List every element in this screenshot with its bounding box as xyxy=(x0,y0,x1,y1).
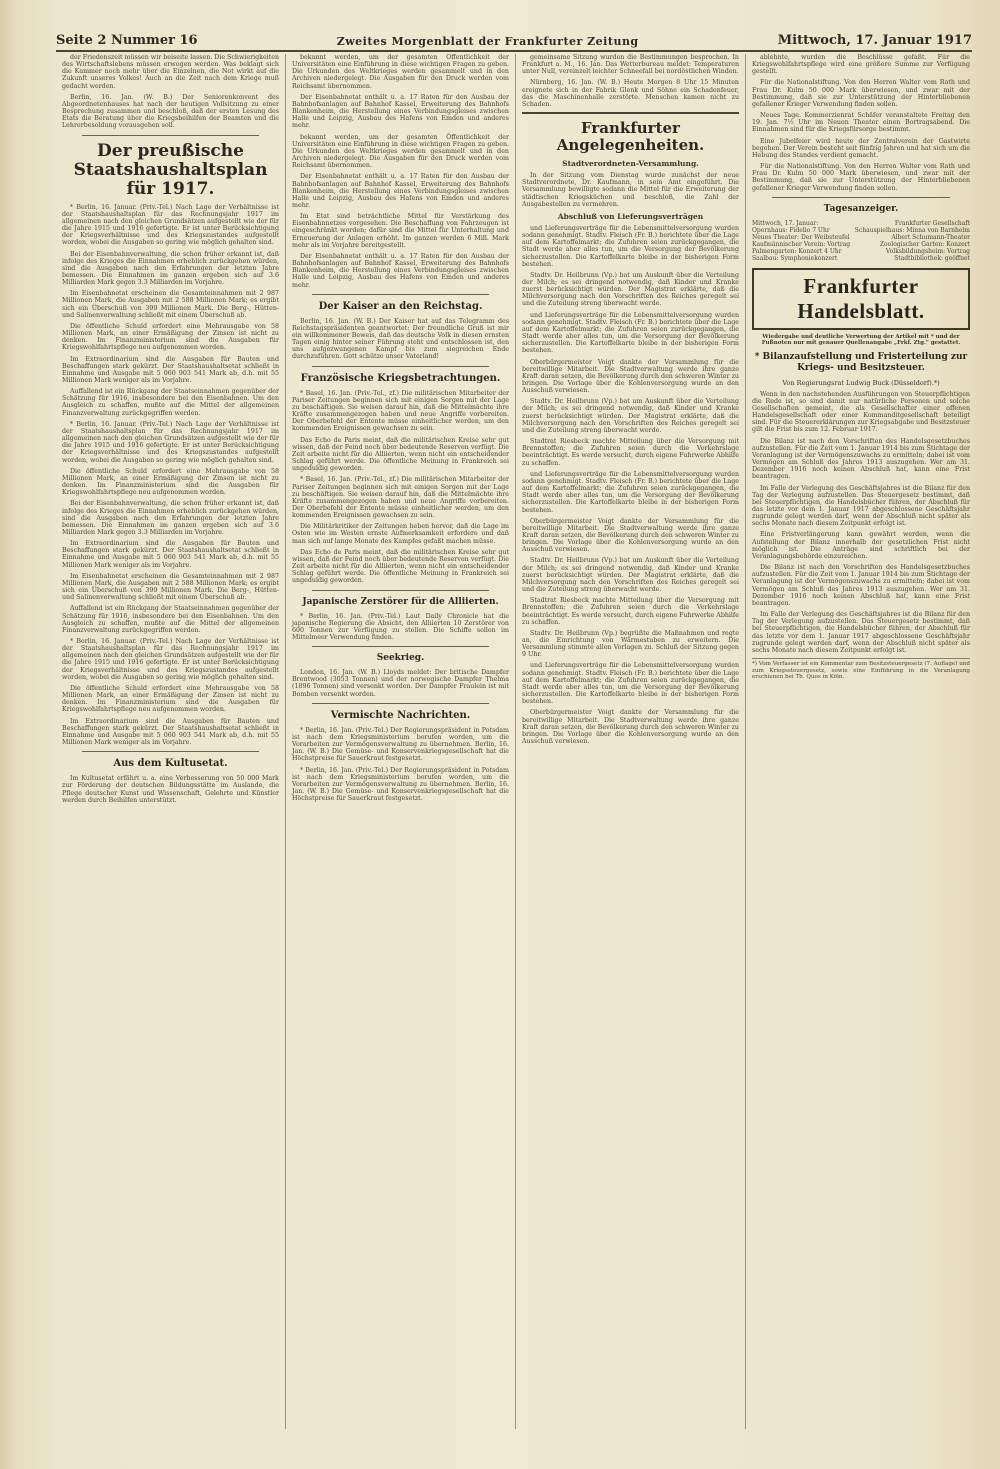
headline-staatshaushaltsplan: Der preußische Staatshaushaltsplan für 1917. xyxy=(73,140,268,199)
headline-tagesanzeiger: Tagesanzeiger. xyxy=(823,203,899,214)
ad-entry: Zoologischer Garten: Konzert xyxy=(879,240,970,248)
col2-paragraph: Berlin, 16. Jan. (W. B.) Der Kaiser hat auf das Telegramm des Reichstagspräsidenten geantwortet: Der freundliche Gruß ist mir ein willkommener Beweis, daß das deutsche Volk in diesen ernsten Tagen einig hinter seiner Führung steht und entschlossen ist, den uns aufgezwungenen Kampf bis zum siegreichen Ende durchzuführen. Gott schütze unser Vaterland! xyxy=(292,317,509,361)
divider xyxy=(772,197,950,198)
col2-paragraph: bekannt werden, um der gesamten Öffentlichkeit der Universitäten eine Einführung in diese wichtigen Fragen zu geben. Die Urkunden des Weltkrieges werden gesammelt und in den Archiven niedergelegt. Die Ausgaben für den Druck werden vom Reichsamt übernommen. xyxy=(292,133,509,170)
col1-paragraph: Die öffentliche Schuld erfordert eine Mehrausgabe von 58 Millionen Mark, an einer Ermäßigung der Zinsen ist nicht zu denken. Im Finanzministerium sind die Ausgaben für Kriegswohlfahrtspflege neu aufgenommen worden. xyxy=(62,467,279,497)
handelsblatt-masthead xyxy=(752,268,970,330)
divider xyxy=(82,751,259,752)
col2-paragraph: * Berlin, 16. Jan. (Priv.-Tel.) Der Regierungspräsident in Potsdam ist nach dem Kriegsministerium berufen worden, um die Vorarbeiten zur Vermögensverwaltung zu übernehmen. Berlin, 16. Jan. (W. B.) Die Gemüse- und Konservenkriegsgesellschaft hat die Höchstpreise für Sauerkraut festgesetzt. xyxy=(292,726,509,763)
ad-entry: Stadtbibliothek: geöffnet xyxy=(894,254,970,262)
col2-paragraph: Der Eisenbahnetat enthält u. a. 17 Raten für den Ausbau der Bahnhofsanlagen auf Bahnhof Kassel, Erweiterung des Bahnhofs Blankenheim, die Herstellung eines Verbindungsgleises zwischen Halle und Leipzig, Ausbau des Hafens von Emden und anderes mehr. xyxy=(292,173,509,209)
ad-entry: Volksbildungsheim: Vortrag xyxy=(885,247,970,255)
ad-entry: Mittwoch, 17. Januar: xyxy=(752,219,819,227)
divider xyxy=(312,646,489,647)
col1-paragraph: Im Extraordinarium sind die Ausgaben für Bauten und Beschaffungen stark gekürzt. Der Staatshaushaltsetat schließt in Einnahme und Ausgabe mit 5 060 903 541 Mark ab, d.h. mit 55 Millionen Mark weniger als im Vorjahre. xyxy=(62,540,279,569)
col3-paragraph: Nürnberg, 16. Jan. (W. B.) Heute Morgen 8 Uhr 15 Minuten ereignete sich in der Fabrik Glenk und Söhne ein Schadenfeuer, das die Maschinenhalle zerstörte. Menschen kamen nicht zu Schaden. xyxy=(522,79,739,108)
ad-entry: Schauspielhaus: Minna von Barnhelm xyxy=(854,226,970,234)
col2-paragraph: * Basel, 16. Jan. (Priv.-Tel., zf.) Die militärischen Mitarbeiter der Pariser Zeitungen beginnen sich mit einigen Sorgen mit der Lage zu beschäftigen. Sie weisen darauf hin, daß die Mittelmächte ihre Kräfte zusammengezogen haben und neue Angriffe vorbereiten. Der Oberbefehl der Entente müsse einheitlicher werden, um den kommenden Ereignissen gewachsen zu sein. xyxy=(292,476,509,520)
col2-paragraph: Die Militärkritiker der Zeitungen heben hervor, daß die Lage im Osten wie im Westen ernste Aufmerksamkeit erfordere und daß man sich auf lange Monate des Kampfes gefaßt machen müsse. xyxy=(292,523,509,545)
ad-row xyxy=(752,227,970,234)
col1-paragraph: * Berlin, 16. Januar. (Priv.-Tel.) Nach Lage der Verhältnisse ist der Staatshaushaltsplan für das Rechnungsjahr 1917 im allgemeinen nach den gleichen Grundsätzen aufgestellt wie der für die Jahre 1915 und 1916 gefertigte. Er ist unter Berücksichtigung der Kriegsverhältnisse und des Kriegszustandes aufgestellt worden, wobei die Ausgaben so gering wie möglich gehalten sind. xyxy=(62,203,279,247)
ad-row xyxy=(752,234,970,241)
column-3 xyxy=(516,54,746,1429)
headline-kaiser-reichstag: Der Kaiser an den Reichstag. xyxy=(318,300,483,312)
col1-paragraph: Die öffentliche Schuld erfordert eine Mehrausgabe von 58 Millionen Mark, an einer Ermäßigung der Zinsen ist nicht zu denken. Im Finanzministerium sind die Ausgaben für Kriegswohlfahrtspflege neu aufgenommen worden. xyxy=(62,684,279,714)
col3-paragraph: Stadtrat Riesbeck machte Mitteilung über die Versorgung mit Brennstoffen; die Zufuhren seien durch die Verkehrslage beeinträchtigt. Es werde versucht, durch eigene Fuhrwerke Abhilfe zu schaffen. xyxy=(522,597,739,626)
headline-bilanzaufstellung: * Bilanzaufstellung und Fristerteilung zur Kriegs- und Besitzsteuer. xyxy=(754,351,968,373)
col2-paragraph: Der Eisenbahnetat enthält u. a. 17 Raten für den Ausbau der Bahnhofsanlagen auf Bahnhof Kassel, Erweiterung des Bahnhofs Blankenheim, die Herstellung eines Verbindungsgleises zwischen Halle und Leipzig, Ausbau des Hafens von Emden und anderes mehr. xyxy=(292,93,509,130)
col4-paragraph: Im Falle der Verlegung des Geschäftsjahres ist die Bilanz für den Tag der Verlegung aufzustellen. Das Steuergesetz bestimmt, daß bei Steuerpflichtigen, die Handelsbücher führen, der Abschluß für das letzte vor dem 1. Januar 1917 abgeschlossene Geschäftsjahr zugrunde gelegt werden darf, wenn der Abschluß nicht später als sechs Monate nach diesem Zeitpunkt erfolgt ist. xyxy=(752,484,970,528)
column-4 xyxy=(746,54,976,1429)
col1-paragraph: Im Extraordinarium sind die Ausgaben für Bauten und Beschaffungen stark gekürzt. Der Staatshaushaltsetat schließt in Einnahme und Ausgabe mit 5 060 903 541 Mark ab, d.h. mit 55 Millionen Mark weniger als im Vorjahre. xyxy=(62,717,279,747)
section-frankfurter-angelegenheiten: Frankfurter Angelegenheiten. xyxy=(556,119,705,155)
headline-vermischte-nachrichten: Vermischte Nachrichten. xyxy=(330,709,471,721)
col1-paragraph: Im Kultusetat erfährt u. a. eine Verbesserung von 50 000 Mark zur Förderung der deutschen Bildungsstätte im Auslande, die Pflege deutscher Kunst und Wissenschaft, Gelehrte und Künstler werden durch Beihilfen unterstützt. xyxy=(62,775,279,804)
ad-row xyxy=(752,248,970,255)
column-1 xyxy=(56,54,286,1429)
col2-paragraph: * Basel, 16. Jan. (Priv.-Tel., zf.) Die militärischen Mitarbeiter der Pariser Zeitungen beginnen sich mit einigen Sorgen mit der Lage zu beschäftigen. Sie weisen darauf hin, daß die Mittelmächte ihre Kräfte zusammengezogen haben und neue Angriffe vorbereiten. Der Oberbefehl der Entente müsse einheitlicher werden, um den kommenden Ereignissen gewachsen zu sein. xyxy=(292,389,509,433)
page-spine-shadow xyxy=(0,0,18,1469)
tagesanzeiger-listing xyxy=(752,220,970,262)
headline-kultusetat: Aus dem Kultusetat. xyxy=(113,758,228,770)
handelsblatt-title: Frankfurter Handelsblatt. xyxy=(797,273,925,323)
ad-entry: Saalbau: Symphoniekonzert xyxy=(752,254,838,262)
col2-paragraph: * Berlin, 16. Jan. (Priv.-Tel.) Laut Daily Chronicle hat die japanische Regierung die Absicht, den Alliierten 10 Zerstörer von 600 Tonnen zur Verfügung zu stellen. Die Schiffe sollen im Mittelmeer Verwendung finden. xyxy=(292,612,509,641)
ad-row xyxy=(752,255,970,262)
footnote: *) Vom Verfasser ist ein Kommentar zum Besitzsteuergesetz (7. Auflage) und zum Kriegssteuergesetz, sowie eine Einführung in die Veranlagung erschienen bei Th. Quos in Köln. xyxy=(752,658,970,681)
divider xyxy=(312,294,489,295)
col3-paragraph: Stadtrat Riesbeck machte Mitteilung über die Versorgung mit Brennstoffen; die Zufuhren seien durch die Verkehrslage beeinträchtigt. Es werde versucht, durch eigene Fuhrwerke Abhilfe zu schaffen. xyxy=(522,438,739,467)
col3-paragraph: Oberbürgermeister Voigt dankte der Versammlung für die bereitwillige Mitarbeit. Die Stadtverwaltung werde ihre ganze Kraft daran setzen, die Bevölkerung durch den schweren Winter zu bringen. Die Vorlage über die Kohlenversorgung wurde an den Ausschuß verwiesen. xyxy=(522,709,739,746)
ad-row xyxy=(752,241,970,248)
col4-paragraph: Im Falle der Verlegung des Geschäftsjahres ist die Bilanz für den Tag der Verlegung aufzustellen. Das Steuergesetz bestimmt, daß bei Steuerpflichtigen, die Handelsbücher führen, der Abschluß für das letzte vor dem 1. Januar 1917 abgeschlossene Geschäftsjahr zugrunde gelegt werden darf, wenn der Abschluß nicht später als sechs Monate nach diesem Zeitpunkt erfolgt ist. xyxy=(752,611,970,654)
column-2 xyxy=(286,54,516,1429)
col1-paragraph: * Berlin, 16. Januar. (Priv.-Tel.) Nach Lage der Verhältnisse ist der Staatshaushaltsplan für das Rechnungsjahr 1917 im allgemeinen nach den gleichen Grundsätzen aufgestellt wie der für die Jahre 1915 und 1916 gefertigte. Er ist unter Berücksichtigung der Kriegsverhältnisse und des Kriegszustandes aufgestellt worden, wobei die Ausgaben so gering wie möglich gehalten sind. xyxy=(62,420,279,464)
col4-paragraph: Die Bilanz ist nach den Vorschriften des Handelsgesetzbuches aufzustellen. Für die Zeit vom 1. Januar 1914 bis zum Stichtage der Veranlagung ist der Vermögenszuwachs zu ermitteln; dabei ist vom Vermögen am Schluß des Jahres 1913 auszugehen. Wer am 31. Dezember 1916 noch keinen Abschluß hat, kann eine Frist beantragen. xyxy=(752,564,970,607)
col1-paragraph: Berlin, 16. Jan. (W. B.) Der Seniorenkonvent des Abgeordnetenhauses hat nach der heutigen Vollsitzung zu einer Besprechung zusammen und beschloß, daß der ersten Lesung des Etats die Beratung über die Kriegsbeihilfen der Beamten und die Lehrerbesoldung vorausgehen soll. xyxy=(62,93,279,130)
page-header xyxy=(56,30,972,52)
col3-paragraph: In der Sitzung vom Dienstag wurde zunächst der neue Stadtverordnete, Dr. Kaufmann, in sein Amt eingeführt. Die Versammlung bewilligte sodann die Mittel für die Erweiterung der städtischen Kriegsküchen und beschloß, die Zahl der Ausgabestellen zu vermehren. xyxy=(522,172,739,208)
header-page-number: Seite 2 Nummer 16 xyxy=(56,33,198,48)
col4-paragraph: Die Bilanz ist nach den Vorschriften des Handelsgesetzbuches aufzustellen. Für die Zeit vom 1. Januar 1914 bis zum Stichtage der Veranlagung ist der Vermögenszuwachs zu ermitteln; dabei ist vom Vermögen am Schluß des Jahres 1913 auszugehen. Wer am 31. Dezember 1916 noch keinen Abschluß hat, kann eine Frist beantragen. xyxy=(752,437,970,481)
col3-paragraph: und Lieferungsverträge für die Lebensmittelversorgung wurden sodann genehmigt. Stadtv. Fleisch (Fr. B.) berichtete über die Lage auf dem Kartoffelmarkt; die Zufuhren seien zurückgegangen, die Stadt werde aber alles tun, um die Versorgung der Bevölkerung sicherzustellen. Die Kartoffelkarte bleibe in der bisherigen Form bestehen. xyxy=(522,662,739,706)
ad-entry: Kaufmännischer Verein: Vortrag xyxy=(752,240,851,248)
article-byline: Von Regierungsrat Ludwig Buck (Düsseldorf).*) xyxy=(782,378,940,387)
headline-kriegsbetrachtungen: Französische Kriegsbetrachtungen. xyxy=(300,372,501,384)
col2-paragraph: Das Echo de Paris meint, daß die militärischen Kreise sehr gut wissen, daß der Feind noch über bedeutende Reserven verfügt. Die Zeit arbeite nicht für die Alliierten, wenn nicht ein entscheidender Schlag geführt werde. Die öffentliche Meinung in Frankreich sei ungeduldig geworden. xyxy=(292,436,509,473)
col1-paragraph: Im Eisenbahnetat erscheinen die Gesamteinnahmen mit 2 987 Millionen Mark, die Ausgaben mit 2 588 Millionen Mark; es ergibt sich ein Überschuß von 399 Millionen Mark. Die Berg-, Hütten- und Salinenverwaltung schließt mit einem Überschuß ab. xyxy=(62,290,279,319)
col4-paragraph: Wenn in den nachstehenden Ausführungen von Steuerpflichtigen die Rede ist, so sind damit nur natürliche Personen und solche Gesellschaften gemeint, die als Gesellschafter einer offenen Handelsgesellschaft oder einer Kommanditgesellschaft beteiligt sind. Für die Steuererklärungen zur Kriegsabgabe und Besitzsteuer gilt die Frist bis zum 12. Februar 1917. xyxy=(752,390,970,434)
col2-paragraph: bekannt werden, um der gesamten Öffentlichkeit der Universitäten eine Einführung in diese wichtigen Fragen zu geben. Die Urkunden des Weltkrieges werden gesammelt und in den Archiven niedergelegt. Die Ausgaben für den Druck werden vom Reichsamt übernommen. xyxy=(292,54,509,90)
divider xyxy=(312,590,489,591)
col4-paragraph: Für die Nationalstiftung. Von den Herren Walter vom Rath und Frau Dr. Kulm 50 000 Mark überwiesen, und zwar mit der Bestimmung, daß sie zur Unterstützung der Hinterbliebenen gefallener Krieger Verwendung finden sollen. xyxy=(752,163,970,192)
col3-paragraph: Stadtv. Dr. Heilbrunn (Vp.) begrüßte die Maßnahmen und regte an, die Einrichtung von Wärmestuben zu erweitern. Die Versammlung stimmte allen Vorlagen zu. Schluß der Sitzung gegen 9 Uhr. xyxy=(522,629,739,659)
col3-paragraph: Stadtv. Dr. Heilbrunn (Vp.) bat um Auskunft über die Verteilung der Milch; es sei dringend notwendig, daß Kinder und Kranke zuerst berücksichtigt würden. Der Magistrat erklärte, daß die Milchversorgung nach den Vorschriften des Reiches geregelt sei und die Zuteilung streng überwacht werde. xyxy=(522,557,739,594)
col3-paragraph: Oberbürgermeister Voigt dankte der Versammlung für die bereitwillige Mitarbeit. Die Stadtverwaltung werde ihre ganze Kraft daran setzen, die Bevölkerung durch den schweren Winter zu bringen. Die Vorlage über die Kohlenversorgung wurde an den Ausschuß verwiesen. xyxy=(522,358,739,395)
col1-paragraph: Die öffentliche Schuld erfordert eine Mehrausgabe von 58 Millionen Mark, an einer Ermäßigung der Zinsen ist nicht zu denken. Im Finanzministerium sind die Ausgaben für Kriegswohlfahrtspflege neu aufgenommen worden. xyxy=(62,322,279,352)
header-edition: Zweites Morgenblatt der Frankfurter Zeitung xyxy=(336,35,639,48)
article-columns xyxy=(56,54,976,1429)
col2-paragraph: London, 16. Jan. (W. B.) Lloyds meldet: Der britische Dampfer Brentwood (3053 Tonnen) und der norwegische Dampfer Thelma (1896 Tonnen) sind versenkt worden. Der Dampfer Fraulein ist mit Bomben versenkt worden. xyxy=(292,669,509,698)
col3-paragraph: Stadtv. Dr. Heilbrunn (Vp.) bat um Auskunft über die Verteilung der Milch; es sei dringend notwendig, daß Kinder und Kranke zuerst berücksichtigt würden. Der Magistrat erklärte, daß die Milchversorgung nach den Vorschriften des Reiches geregelt sei und die Zuteilung streng überwacht werde. xyxy=(522,271,739,308)
col4-paragraph: Eine Jubelfeier wird heute der Zentralverein der Gastwirte begehen. Der Verein besteht seit fünfzig Jahren und hat sich um die Hebung des Standes verdient gemacht. xyxy=(752,137,970,159)
col1-paragraph: Bei der Eisenbahnverwaltung, die schon früher erkannt ist, daß infolge des Krieges die Einnahmen erheblich zurückgehen würden, sind die Ausgaben nach den Erfahrungen der letzten Jahre bemessen. Die Einnahmen im ganzen ergeben sich auf 3.6 Milliarden Mark gegen 3.3 Milliarden im Vorjahre. xyxy=(62,250,279,287)
col3-paragraph: gemeinsame Sitzung wurden die Bestimmungen besprochen. In Frankfurt a. M., 16. Jan. Das Wetterbureau meldet: Temperaturen unter Null, vereinzelt leichter Schneefall bei nordöstlichen Winden. xyxy=(522,54,739,76)
headline-seekrieg: Seekrieg. xyxy=(376,653,425,664)
col2-paragraph: Das Echo de Paris meint, daß die militärischen Kreise sehr gut wissen, daß der Feind noch über bedeutende Reserven verfügt. Die Zeit arbeite nicht für die Alliierten, wenn nicht ein entscheidender Schlag geführt werde. Die öffentliche Meinung in Frankreich sei ungeduldig geworden. xyxy=(292,548,509,585)
col3-paragraph: Stadtv. Dr. Heilbrunn (Vp.) bat um Auskunft über die Verteilung der Milch; es sei dringend notwendig, daß Kinder und Kranke zuerst berücksichtigt würden. Der Magistrat erklärte, daß die Milchversorgung nach den Vorschriften des Reiches geregelt sei und die Zuteilung streng überwacht werde. xyxy=(522,398,739,434)
ad-entry: Frankfurter Gesellschaft xyxy=(894,219,970,227)
header-date: Mittwoch, 17. Januar 1917 xyxy=(777,33,972,48)
headline-japanische-zerstoerer: Japanische Zerstörer für die Alliierten. xyxy=(302,596,499,607)
col4-paragraph: Eine Fristverlängerung kann gewährt werden, wenn die Aufstellung der Bilanz innerhalb der gesetzlichen Frist nicht möglich ist. Die Anträge sind schriftlich bei der Veranlagungsbehörde einzureichen. xyxy=(752,531,970,560)
col2-paragraph: * Berlin, 16. Jan. (Priv.-Tel.) Der Regierungspräsident in Potsdam ist nach dem Kriegsministerium berufen worden, um die Vorarbeiten zur Vermögensverwaltung zu übernehmen. Berlin, 16. Jan. (W. B.) Die Gemüse- und Konservenkriegsgesellschaft hat die Höchstpreise für Sauerkraut festgesetzt. xyxy=(292,766,509,803)
col3-paragraph: und Lieferungsverträge für die Lebensmittelversorgung wurden sodann genehmigt. Stadtv. Fleisch (Fr. B.) berichtete über die Lage auf dem Kartoffelmarkt; die Zufuhren seien zurückgegangen, die Stadt werde aber alles tun, um die Versorgung der Bevölkerung sicherzustellen. Die Kartoffelkarte bleibe in der bisherigen Form bestehen. xyxy=(522,470,739,514)
col4-paragraph: ablehnte, wurden die Beschlüsse gefaßt. Für die Kriegswohlfahrtspflege wird eine größere Summe zur Verfügung gestellt. xyxy=(752,54,970,76)
subheading-stadtverordneten: Stadtverordneten-Versammlung. xyxy=(562,159,699,169)
col1-paragraph: Bei der Eisenbahnverwaltung, die schon früher erkannt ist, daß infolge des Krieges die Einnahmen erheblich zurückgehen würden, sind die Ausgaben nach den Erfahrungen der letzten Jahre bemessen. Die Einnahmen im ganzen ergeben sich auf 3.6 Milliarden Mark gegen 3.3 Milliarden im Vorjahre. xyxy=(62,500,279,536)
col2-paragraph: Der Eisenbahnetat enthält u. a. 17 Raten für den Ausbau der Bahnhofsanlagen auf Bahnhof Kassel, Erweiterung des Bahnhofs Blankenheim, die Herstellung eines Verbindungsgleises zwischen Halle und Leipzig, Ausbau des Hafens von Emden und anderes mehr. xyxy=(292,252,509,289)
col1-paragraph: Auffallend ist ein Rückgang der Staatseinnahmen gegenüber der Schätzung für 1916, insbesondere bei den Eisenbahnen. Um den Ausgleich zu schaffen, mußte auf die Mittel der allgemeinen Finanzverwaltung zurückgegriffen werden. xyxy=(62,605,279,634)
ad-entry: Neues Theater: Der Weibsteufel xyxy=(752,233,850,241)
divider xyxy=(312,366,489,367)
col1-paragraph: * Berlin, 16. Januar. (Priv.-Tel.) Nach Lage der Verhältnisse ist der Staatshaushaltsplan für das Rechnungsjahr 1917 im allgemeinen nach den gleichen Grundsätzen aufgestellt wie der für die Jahre 1915 und 1916 gefertigte. Er ist unter Berücksichtigung der Kriegsverhältnisse und des Kriegszustandes aufgestellt worden, wobei die Ausgaben so gering wie möglich gehalten sind. xyxy=(62,638,279,681)
divider xyxy=(312,703,489,704)
ad-row xyxy=(752,220,970,227)
col1-paragraph: Im Eisenbahnetat erscheinen die Gesamteinnahmen mit 2 987 Millionen Mark, die Ausgaben mit 2 588 Millionen Mark; es ergibt sich ein Überschuß von 399 Millionen Mark. Die Berg-, Hütten- und Salinenverwaltung schließt mit einem Überschuß ab. xyxy=(62,572,279,602)
col1-paragraph: Auffallend ist ein Rückgang der Staatseinnahmen gegenüber der Schätzung für 1916, insbesondere bei den Eisenbahnen. Um den Ausgleich zu schaffen, mußte auf die Mittel der allgemeinen Finanzverwaltung zurückgegriffen werden. xyxy=(62,388,279,417)
col1-paragraph: der Friedenszeit müssen wir beiseite lassen. Die Schwierigkeiten des Wirtschaftslebens müssen erwogen werden. Was beklagt sich die Kammer noch mehr über die Einzelnen, die Not wirkt auf die Zukunft unseres Volkes! Auch an die Zeit nach dem Kriege muß gedacht werden. xyxy=(62,54,279,90)
col1-paragraph: Im Extraordinarium sind die Ausgaben für Bauten und Beschaffungen stark gekürzt. Der Staatshaushaltsetat schließt in Einnahme und Ausgabe mit 5 060 903 541 Mark ab, d.h. mit 55 Millionen Mark weniger als im Vorjahre. xyxy=(62,355,279,384)
col4-paragraph: Für die Nationalstiftung. Von den Herren Walter vom Rath und Frau Dr. Kulm 50 000 Mark überwiesen, und zwar mit der Bestimmung, daß sie zur Unterstützung der Hinterbliebenen gefallener Krieger Verwendung finden sollen. xyxy=(752,79,970,108)
col4-paragraph: Neues Tage. Kommerzienrat Schäfer veranstaltete Freitag den 19. Jan. 7½ Uhr im Neuen Theater einen Bortragsabend. Die Einnahmen sind für die Kriegsfürsorge bestimmt. xyxy=(752,112,970,134)
ad-entry: Albert Schumann-Theater xyxy=(891,233,970,241)
col3-paragraph: und Lieferungsverträge für die Lebensmittelversorgung wurden sodann genehmigt. Stadtv. Fleisch (Fr. B.) berichtete über die Lage auf dem Kartoffelmarkt; die Zufuhren seien zurückgegangen, die Stadt werde aber alles tun, um die Versorgung der Bevölkerung sicherzustellen. Die Kartoffelkarte bleibe in der bisherigen Form bestehen. xyxy=(522,224,739,268)
col3-paragraph: und Lieferungsverträge für die Lebensmittelversorgung wurden sodann genehmigt. Stadtv. Fleisch (Fr. B.) berichtete über die Lage auf dem Kartoffelmarkt; die Zufuhren seien zurückgegangen, die Stadt werde aber alles tun, um die Versorgung der Bevölkerung sicherzustellen. Die Kartoffelkarte bleibe in der bisherigen Form bestehen. xyxy=(522,311,739,355)
reprint-note: Wiedergabe und deutliche Verwertung der Artikel mit * und der Fußnoten nur mit genauer Quellenangabe „Frkf. Ztg." gestattet. xyxy=(761,333,961,346)
col2-paragraph: Im Etat sind beträchtliche Mittel für Verstärkung des Eisenbahnnetzes vorgesehen. Die Beschaffung von Fahrzeugen ist eingeschränkt worden; dafür sind die Mittel für Unterhaltung und Erneuerung der Anlagen erhöht. Im ganzen werden 6 Mill. Mark mehr als im Vorjahre bereitgestellt. xyxy=(292,213,509,249)
col3-paragraph: Oberbürgermeister Voigt dankte der Versammlung für die bereitwillige Mitarbeit. Die Stadtverwaltung werde ihre ganze Kraft daran setzen, die Bevölkerung durch den schweren Winter zu bringen. Die Vorlage über die Kohlenversorgung wurde an den Ausschuß verwiesen. xyxy=(522,517,739,554)
subheading-lieferungsvertraege: Abschluß von Lieferungsverträgen xyxy=(557,211,704,221)
ad-entry: Opernhaus: Fidelio 7 Uhr xyxy=(752,226,830,234)
divider xyxy=(522,112,739,114)
ad-entry: Palmengarten: Konzert 4 Uhr xyxy=(752,247,842,255)
divider xyxy=(82,135,259,136)
